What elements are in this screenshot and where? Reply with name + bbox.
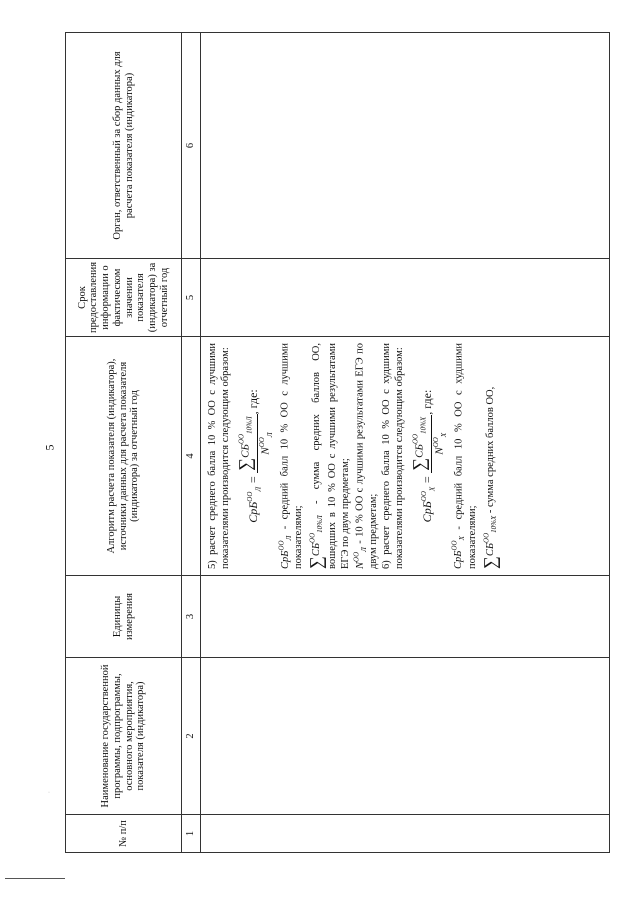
column-number-row	[182, 33, 201, 853]
column-number: 4	[182, 337, 201, 576]
column-number: 2	[182, 658, 201, 815]
column-number: 1	[182, 815, 201, 853]
header-row	[66, 33, 182, 853]
header-cell: Срок предоставления информации о фактическом значении показателя (индикатора) за отчетный год	[66, 259, 182, 337]
algo-paragraph: $\sum СБ^{ОО}_{10\%Л}$ - сумма средних баллов ОО, вошедших в 10 % ОО с лучшими результатами ЕГЭ по двум предметам;	[305, 343, 351, 569]
column-number: 3	[182, 576, 201, 658]
algo-paragraph: 5) расчет среднего балла 10 % ОО с лучшими показателями производится следующим образом:	[207, 343, 231, 569]
rotated-table-wrapper	[65, 33, 610, 853]
page-number: 5	[42, 444, 57, 451]
fraction: $\sum СБ^{ОО}_{10\%Л}$ $N^{ОО}_Л$	[235, 416, 274, 471]
scan-dot: ·	[48, 790, 50, 796]
cell-number	[201, 815, 610, 853]
algo-paragraph: СрБ$^{ОО}_Л$ - средний балл 10 % ОО с лучшими показателями;	[277, 342, 304, 569]
column-number: 6	[182, 33, 201, 259]
algo-paragraph: 6) расчет среднего балла 10 % ОО с худшими показателями производится следующим образом:	[380, 343, 405, 569]
formula-worst: СрБ$^{ОО}_Х$ = $\sum СБ^{ОО}_{10\%Х}$ $N^{ОО}_Х$ , где:	[409, 389, 448, 523]
header-cell: Орган, ответственный за сбор данных для расчета показателя (индикатора)	[66, 33, 182, 259]
indicator-table	[65, 32, 610, 853]
footnote-rule	[5, 878, 65, 879]
algo-paragraph: $N^{ОО}_Л - 10$ % ОО с лучшими результатами ЕГЭ по двум предметам;	[352, 343, 380, 569]
cell-unit	[201, 576, 610, 658]
header-cell: № п/п	[66, 815, 182, 853]
header-cell: Наименование государственной программы, подпрограммы, основного мероприятия, показателя (индикатора)	[66, 658, 182, 815]
algo-paragraph: СрБ$^{ОО}_Х$ - средний балл 10 % ОО с худшими показателями;	[450, 343, 478, 569]
column-number: 5	[182, 259, 201, 337]
cell-responsible	[201, 33, 610, 259]
header-cell: Алгоритм расчета показателя (индикатора), источники данных для расчета показателя (индикатора) за отчетный год	[66, 337, 182, 576]
content-row	[201, 33, 610, 853]
cell-name	[201, 658, 610, 815]
formula-best: СрБ$^{ОО}_Л$ = $\sum СБ^{ОО}_{10\%Л}$ $N^{ОО}_Л$ , где:	[235, 389, 274, 523]
fraction: $\sum СБ^{ОО}_{10\%Х}$ $N^{ОО}_Х$	[409, 416, 448, 471]
algo-paragraph: $\sum СБ^{ОО}_{10\%Х}$ - сумма средних баллов ОО,	[479, 386, 500, 569]
cell-algorithm	[201, 337, 610, 576]
cell-deadline	[201, 259, 610, 337]
header-cell: Единицы измерения	[66, 576, 182, 658]
